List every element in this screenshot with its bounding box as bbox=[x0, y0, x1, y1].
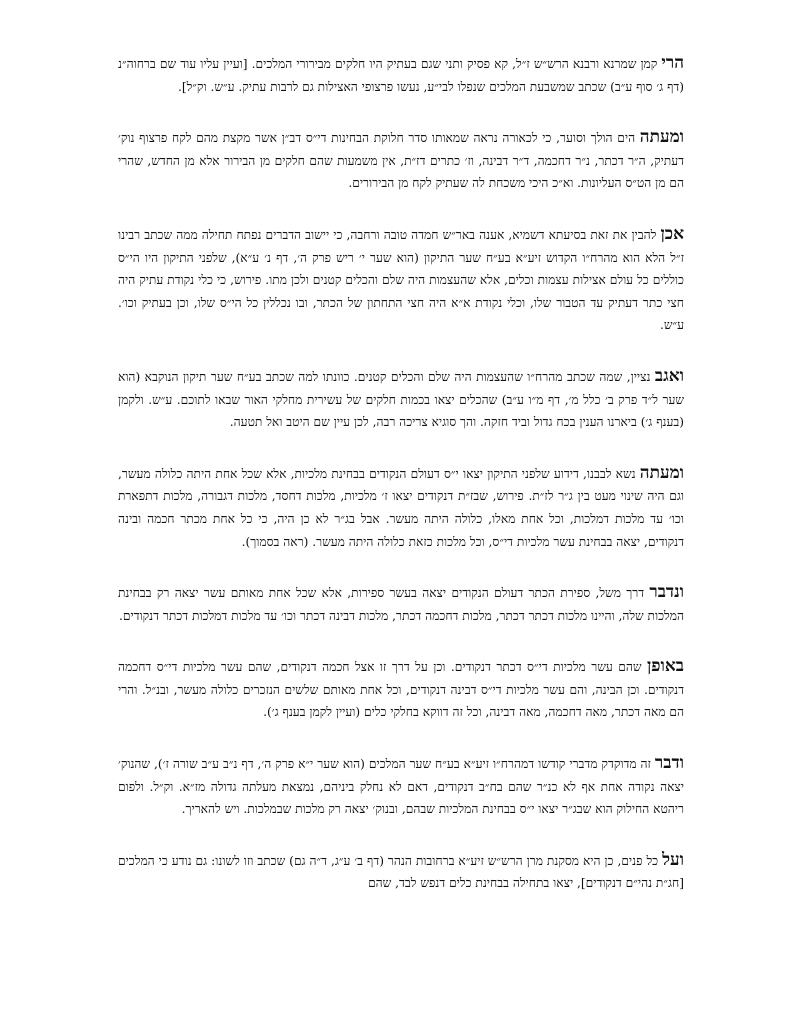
paragraph-text: דרך משל, ספירת הכתר דעולם הנקודים יצאה בעשר ספירות, אלא שכל אחת מאותם עשר יצאה רק בבחינת המלכות שלה, והיינו מלכות דכתר דכתר, מלכות דחכמה דכתר, מלכות דבינה דכתר וכו׳ עד מלכות דמלכות דכתר דנקודים. bbox=[118, 586, 684, 623]
paragraph-1 bbox=[118, 52, 684, 98]
paragraph-text: קמן שמרנא ורבנא הרש״ש ז״ל, קא פסיק ותני שגם בעתיק היו חלקים מבירורי המלכים. [ועיין עליו עוד שם ברחוה״נ (דף ג׳ סוף ע״ב) שכתב שמשבעת המלכים שנפלו לבי״ע, נעשו פרצופי האצילות גם לרבות עתיק. ע״ש. וק״ל]. bbox=[118, 57, 684, 94]
paragraph-lead-word: ומעתה bbox=[639, 127, 684, 148]
paragraph-text: זה מדוקדק מדברי קודשו דמהרח״ו זיע״א בע״ח שער המלכים (הוא שער י״א פרק ה׳, דף נ״ב ע״ב שורה ז׳), שהנוק׳ יצאה נקודה אחת אף לא כנ״ר שהם בח״ב דנקודים, דאם לא נחלק ביניהם, נמצאת מעלתה גדולה מז״א. וק״ל. ולפום ריהטא החילוק הוא שבג״ר יצאו י״ס בבחינת המלכיות שבהם, ובנוק׳ יצאה רק מלכות שבמלכות. ויש להאריך. bbox=[118, 757, 684, 817]
paragraph-text: נשא לבבנו, דידוע שלפני התיקון יצאו י״ס דעולם הנקודים בבחינת מלכיות, אלא שכל אחת היתה כלולה מעשר, וגם היה שינוי מעט בין ג״ר לז״ת. פירוש, שבז״ת דנקודים יצאו ז׳ מלכיות, מלכות דחסד, מלכות דגבורה, מלכות דתפארת וכו׳ עד מלכות דמלכות, וכל אחת מאלו, כלולה היתה מעשר. אבל בג״ר לא כן היה, כי כל אחת מכתר חכמה ובינה דנקודים, יצאה בבחינת עשר מלכיות די״ס, וכל מלכות כזאת כלולה היתה מעשר. (ראה בסמוך). bbox=[118, 466, 684, 549]
document-page bbox=[118, 52, 684, 923]
paragraph-text: שהם עשר מלכיות די״ס דכתר דנקודים. וכן על דרך זו אצל חכמה דנקודים, שהם עשר מלכיות די״ס דחכמה דנקודים. וכן הבינה, והם עשר מלכיות די״ס דבינה דנקודים, וכל אחת מאותם שלשים הנזכרים כלולה מעשר, ובנ״ל. והרי הם מאה דכתר, מאה דחכמה, מאה דבינה, וכל זה דווקא בחלקי כלים (ועיין לקמן בענף ג׳). bbox=[118, 660, 684, 720]
paragraph-text: הים הולך וסוער, כי לכאורה נראה שמאותו סדר חלוקת הבחינות די״ס דב״ן אשר מקצת מהם לקח פרצוף נוק׳ דעתיק, ה״ר דכתר, נ״ר דחכמה, ד״ר דבינה, וז׳ כתרים דז״ת, אין משמעות שהם חלקים מן הבירור אלא מן החדש, שהרי הם מן הט״ס העליונות. וא״כ היכי משכחת לה שעתיק לקח מן הבירורים. bbox=[118, 131, 684, 191]
paragraph-lead-word: הרי bbox=[661, 53, 684, 73]
paragraph-8 bbox=[118, 752, 684, 821]
paragraph-lead-word: ואגב bbox=[654, 365, 684, 386]
paragraph-lead-word: ועל bbox=[662, 849, 684, 870]
paragraph-4 bbox=[118, 365, 684, 434]
paragraph-lead-word: ונדבר bbox=[649, 582, 684, 603]
paragraph-lead-word: באופן bbox=[646, 656, 684, 677]
paragraph-lead-word: ודבר bbox=[654, 753, 684, 774]
paragraph-5 bbox=[118, 462, 684, 553]
paragraph-text: להבין את זאת בסיעתא דשמיא, אענה באר״ש חמדה טובה ורחבה, כי יישוב הדברים נפתח תחילה ממה שכתב רבינו ז״ל הלא הוא מהרח״ו הקדוש זיע״א בע״ח שער התיקון (הוא שער י׳ ריש פרק ה׳, דף נ׳ ע״א), שלפני התיקון היו הי״ס כוללים כל עולם אצילות עצמות וכלים, אלא שהעצמות היה שלם והכלים קטנים ולכן מתו. פירוש, כי כלי נקודת עתיק היה חצי כתר דעתיק עד הטבור שלו, וכלי נקודת א״א היה חצי התחתון של הכתר, ובו נכללין כל הי״ס שלו, וכן בעתיק וכו׳. ע״ש. bbox=[118, 227, 684, 333]
paragraph-text: כל פנים, כן היא מסקנת מרן הרש״ש זיע״א ברחובות הנהר (דף ב׳ ע״ג, ד״ה גם) שכתב וזו לשונו: גם נודע כי המלכים [חג״ת נהי״ם דנקודים], יצאו בתחילה בבחינת כלים דנפש לבד, שהם bbox=[118, 853, 684, 891]
paragraph-2 bbox=[118, 126, 684, 195]
paragraph-3 bbox=[118, 223, 684, 337]
paragraph-lead-word: ומעתה bbox=[639, 462, 684, 483]
paragraph-lead-word: אכן bbox=[660, 223, 684, 244]
paragraph-text: נציין, שמה שכתב מהרח״ו שהעצמות היה שלם והכלים קטנים. כוונתו למה שכתב בע״ח שער תיקון הנוקבא (הוא שער ל״ד פרק ב׳ כלל מ׳, דף מ״ו ע״ב) שהכלים יצאו בכמות חלקים של עשירית מחלקי האור שבאו לתוכם. ע״ש. ולקמן (בענף ג׳) ביארנו הענין בכח גדול וביד חזקה. והך סוגיא צריכה רבה, לכן עיין שם היטב ואל תטעה. bbox=[118, 369, 684, 430]
paragraph-9 bbox=[118, 849, 684, 895]
paragraph-7 bbox=[118, 655, 684, 724]
paragraph-6 bbox=[118, 581, 684, 627]
